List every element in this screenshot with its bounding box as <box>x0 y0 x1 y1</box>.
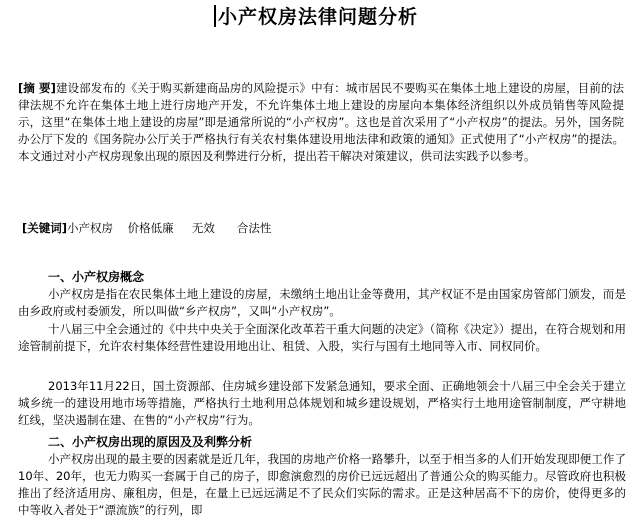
keyword: 无效 <box>191 221 215 235</box>
keywords-row <box>22 220 271 236</box>
paragraph: 十八届三中全会通过的《中共中央关于全面深化改革若干重大问题的决定》（简称《决定》）提出，在符合规划和用途管制前提下，允许农村集体经营性建设用地出让、租赁、入股，实行与国有土地同等入市、同权同价。 <box>18 322 626 353</box>
text-cursor <box>214 5 216 27</box>
keyword: 小产权房 <box>67 221 114 235</box>
abstract <box>18 80 624 165</box>
keyword: 价格低廉 <box>127 221 174 235</box>
paragraph: 小产权房出现的最主要的因素就是近几年，我国的房地产价格一路攀升，以至于相当多的人们开始发现即便工作了10年、20年，也无力购买一套属于自己的房子，即愈演愈烈的房价已远远超出了普通公众的购买能力。尽管政府也积极推出了经济适用房、廉租房，但是，在量上已远远满足不了民众们实际的需求。正是这种居高不下的房价，使得更多的中等收入者处于“漂流族”的行列，即 <box>18 452 626 517</box>
section-heading: 二、小产权房出现的原因及及利弊分析 <box>48 435 253 449</box>
paragraph: 2013年11月22日，国土资源部、住房城乡建设部下发紧急通知，要求全面、正确地领会十八届三中全会关于建立城乡统一的建设用地市场等措施，严格执行土地利用总体规划和城乡建设规划，严格实行土地用途管制制度，严守耕地红线，坚决遏制在建、在售的“小产权房”行为。 <box>18 379 626 427</box>
paragraph: 小产权房是指在农民集体土地上建设的房屋，未缴纳土地出让金等费用，其产权证不是由国家房管部门颁发，而是由乡政府或村委颁发，所以叫做“乡产权房”，又叫“小产权房”。 <box>18 287 626 318</box>
page-title: 小产权房法律问题分析 <box>217 6 418 28</box>
keyword: 合法性 <box>236 221 272 235</box>
section-heading: 一、小产权房概念 <box>48 270 145 284</box>
keywords-label: [关键词] <box>22 221 68 235</box>
title-row <box>0 2 632 29</box>
abstract-label: [摘 要] <box>18 81 56 95</box>
abstract-text: 建设部发布的《关于购买新建商品房的风险提示》中有：城市居民不要购买在集体土地上建设的房屋，目前的法律法规不允许在集体土地上进行房地产开发，不允许集体土地上建设的房屋向本集体经济组织以外成员销售等风险提示，这里“在集体土地上建设的房屋”即是通常所说的“小产权房”。这也是首次采用了“小产权房”的提法。另外，国务院办公厅下发的《国务院办公厅关于严格执行有关农村集体建设用地法律和政策的通知》正式使用了“小产权房”的提法。本文通过对小产权房现象出现的原因及利弊进行分析，提出若干解决对策建议，供司法实践予以参考。 <box>18 81 625 163</box>
